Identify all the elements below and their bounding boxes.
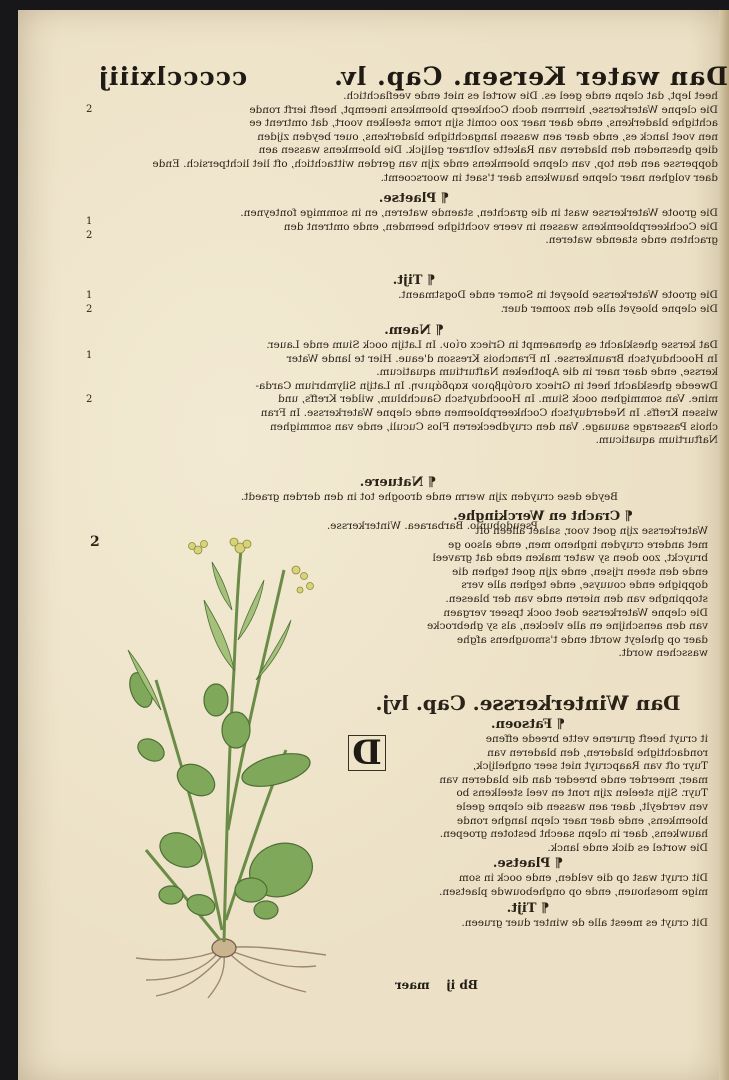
margin-number: 1 (86, 350, 93, 361)
initial-capital: D (348, 735, 386, 771)
text-line: bloemkens, ende daer naer clepn langhe ronde (456, 814, 708, 827)
pilcrow-icon: ¶ (435, 323, 444, 338)
pilcrow-icon: ¶ (541, 900, 550, 916)
text-line: Die wortel es dick ende lanck. (547, 841, 708, 854)
text-line: Beyde dese cruyden zijn werm ende drooghe tot in den derden graedt. (240, 491, 618, 503)
section-heading: Cracht en Werckinghe. (453, 509, 621, 524)
text-line: doppighe ende couuyse, ende teghen alle vers (461, 579, 708, 592)
pilcrow-icon: ¶ (556, 717, 565, 732)
book-page (18, 10, 729, 1080)
text-line: achtighe bladerkens, ende daer naer zoo comit sijn rome steelken voort, dat omtrent ee (249, 117, 718, 130)
margin-number: 1 (86, 216, 93, 227)
text-line: rondachtighe bladeren, den bladeren van (487, 746, 708, 759)
margin-number: 2 (86, 104, 93, 115)
text-line: bruyckt, zoo doen sy water maken ende dat graveel (432, 552, 708, 565)
text-line: Die clepne Waterkersse, hiermen doch Cochkeerp bloemkens ineempt, heeft ierft ronde (249, 103, 718, 116)
text-line: ende den steen rijsen, ende zijn goet teghen die (452, 565, 708, 578)
text-line: Tuyr oft van Raapcruyt niet seer onghelijck, (472, 760, 708, 773)
text-line: hauwkens, daer in clepn saecht bestoten groepen. (439, 828, 708, 841)
section-heading: Natuere. (359, 475, 424, 490)
fatsoen-paragraph (348, 733, 708, 855)
section-heading: Tijt. (392, 273, 423, 288)
text-line: mine. Van sommighen oock Sium. In Hoochduytsch Gauchblum, wilder Kreffs, und (278, 393, 718, 406)
text-line: chois Passerage sauuage. Van den cruydbeckeren Flos Cuculi, ende van sommighen (269, 420, 718, 433)
leaves (125, 670, 320, 919)
plant-label: Pseudobunio. Barbaraea. Winterkersse. (326, 520, 538, 532)
text-line: diep ghesneden den bladeren van Rakette voltraer gelijck. Die bloemkens wassen aen (258, 144, 718, 157)
text-line: kersse, ende daer naer in die Apotheken Nafturtium aquaticum. (376, 366, 718, 379)
chapter-winterkersse (348, 690, 708, 930)
section-heading: Naem. (384, 323, 432, 338)
section-heading: Tijt. (506, 900, 537, 916)
section-natuere (178, 474, 618, 505)
text-line: maer, meerder ende breeder dan die bladeren van (439, 773, 708, 786)
text-line: wasschen wordt. (618, 647, 708, 660)
section-naem (110, 322, 718, 448)
pilcrow-icon: ¶ (427, 273, 436, 288)
text-line: Dit cruyt es meest alle de winter duer grueen. (461, 916, 708, 929)
catchword: maer (395, 978, 430, 992)
text-line: Dat kersse ghesklacht es ghenaempt in Griecx σίον. In Latijn oock Sium ende Lauer. (266, 339, 718, 351)
text-line: Dit cruyt wast op die velden, ende oock in som (458, 872, 708, 885)
text-line: heet lept, dat clepn ende geel es. Die wortel es niet ende veeflachtich. (343, 90, 718, 102)
text-line: met andere cruyden ingheno men, ende alsoo ge (448, 538, 708, 551)
section-heading: Plaetse. (378, 191, 437, 206)
pilcrow-icon: ¶ (427, 475, 437, 490)
text-line: grachten ende staende wateren. (545, 234, 718, 247)
text-line: daer op gheleyt wordt ende t'smoughens afghe (456, 633, 708, 646)
page-fold-edge (719, 10, 729, 1080)
text-line: Die groote Waterkersse wast in die grachten, staende wateren, en in sommige fonteynen. (240, 207, 718, 219)
margin-number: 2 (86, 304, 93, 315)
section-tijt (110, 272, 718, 316)
signature-mark: Bb ij (446, 978, 478, 992)
text-line: In Hoochduytsch Braunkersse. In Franchois Kresson d'eaue. Hier te lande Water (286, 352, 718, 365)
text-line: mige moeshouen, ende op onghebouwde plaetsen. (439, 885, 708, 898)
text-line: stoppinghe van den nieren ende van der blaesen. (445, 592, 708, 605)
text-line: ven verdeylt, daer aen wassen die clepne geele (456, 800, 708, 813)
section-fatsoen-cont (110, 90, 718, 185)
text-line: van den aenschijne en alle vlecken, als sy ghebrocke (427, 620, 708, 633)
text-line: doppersse aen den top, van clepne bloemkens ende zijn van gerden wittachtich, oft liet lichtpersich. Ende (152, 157, 718, 170)
text-line: Die groote Waterkersse bloeyet in Somer ende Dogstmaent. (398, 289, 718, 301)
flower-clusters (189, 538, 314, 593)
figure-number: 2 (90, 534, 100, 550)
text-line: Waterkersse zijn goet voor, salaet alleen oft (475, 525, 708, 537)
text-line: it cruyt heeft grurene vette breede effene (485, 733, 708, 745)
pilcrow-icon: ¶ (624, 509, 633, 524)
text-line: wissen Kreffs. In Nederduytsch Cochkeerpbloemen ende clepne Waterkersse. In Fran (260, 406, 718, 419)
margin-number: 2 (86, 230, 93, 241)
pilcrow-icon: ¶ (554, 856, 564, 872)
text-line: Die Cochkeerpbloemkens wassen in veere vochtighe beemden, ende omtrent den (283, 220, 718, 233)
running-header (98, 58, 728, 94)
pilcrow-icon: ¶ (440, 191, 450, 206)
folio-number: ccccclxiiij (98, 61, 248, 91)
plant-illustration (116, 530, 356, 1000)
section-cracht (378, 508, 708, 661)
section-heading: Fatsoen. (491, 717, 553, 732)
chapter-title: Dan Winterkersse. Cap. lvj. (375, 691, 681, 715)
page-footer (368, 978, 478, 992)
text-line: Nafturtium aquaticum. (595, 434, 718, 447)
text-line: Die clepne Waterkersse doet oock tpseer vergaen (443, 606, 708, 619)
text-line: Tuyr. Sijn steelen zijn ront en veel steelkens bo (456, 787, 708, 800)
margin-number: 1 (86, 290, 93, 301)
header-title: Dan water Kersen. Cap. lv. (333, 61, 728, 91)
margin-number: 2 (86, 394, 93, 405)
text-line: Die clepne bloeyet alle den zoomer duer. (500, 302, 718, 315)
section-plaetse (110, 190, 718, 248)
section-heading: Plaetse. (492, 856, 551, 872)
text-line: daer volghen naer clepne hauwkens daer t'saet in woorscoemt. (380, 171, 718, 184)
text-line: nen voet lanck es, ende daer aen wassen langachtighe bladerkens, ouer beyden zijden (257, 130, 718, 143)
text-line: Dweede ghesklacht heet in Griecx σισύμβριον καρδάμινη. In Latijn Silymbrium Carda- (255, 379, 718, 392)
